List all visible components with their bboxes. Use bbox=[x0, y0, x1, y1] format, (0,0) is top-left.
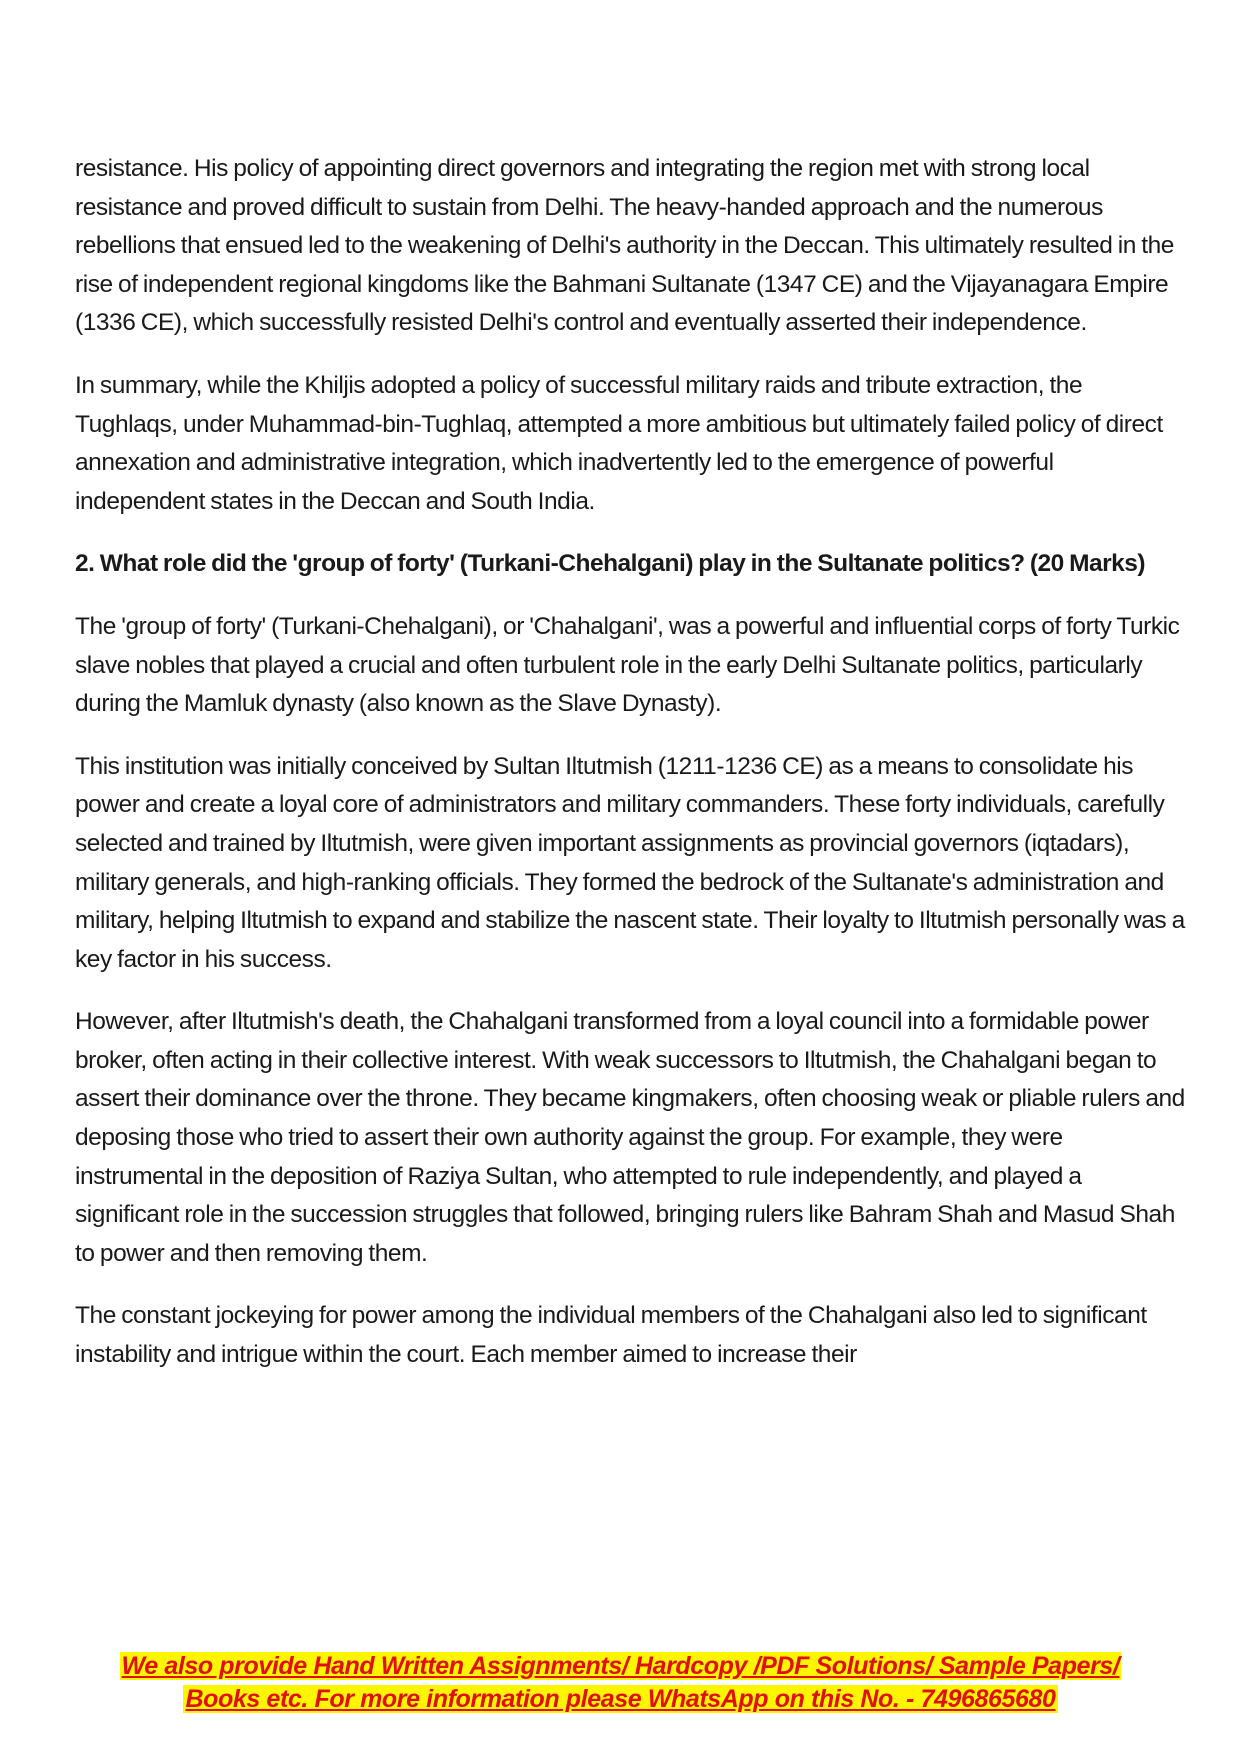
question-heading: 2. What role did the 'group of forty' (Turkani-Chehalgani) play in the Sultanate politics? (20 Marks) bbox=[75, 550, 1146, 578]
paragraph-chahalgani-intro: The 'group of forty' (Turkani-Chehalgani), or 'Chahalgani', was a powerful and influential corps of forty Turkic slave nobles that played a crucial and often turbulent role in the early Delhi Sultanate politics, particularly during the Mamluk dynasty (also known as the Slave Dynasty). bbox=[75, 612, 1180, 718]
paragraph-instability: The constant jockeying for power among the individual members of the Chahalgani also led to significant instability and intrigue within the court. Each member aimed to increase their bbox=[75, 1302, 1147, 1369]
promo-line-2: Books etc. For more information please WhatsApp on this No. - 7496865680 bbox=[185, 1685, 1056, 1713]
paragraph-deccan-resistance: resistance. His policy of appointing direct governors and integrating the region met with strong local resistance and proved difficult to sustain from Delhi. The heavy-handed approach and the numerous rebellions that ensued led to the weakening of Delhi's authority in the Deccan. This ultimately resulted in the rise of independent regional kingdoms like the Bahmani Sultanate (1347 CE) and the Vijayanagara Empire (1336 CE), which successfully resisted Delhi's control and eventually asserted their independence. bbox=[75, 155, 1174, 337]
paragraph-kingmakers: However, after Iltutmish's death, the Chahalgani transformed from a loyal council into a formidable power broker, often acting in their collective interest. With weak successors to Iltutmish, the Chahalgani began to assert their dominance over the throne. They became kingmakers, often choosing weak or pliable rulers and deposing those who tried to assert their own authority against the group. For example, they were instrumental in the deposition of Raziya Sultan, who attempted to rule independently, and played a significant role in the succession struggles that followed, bringing rulers like Bahram Shah and Masud Shah to power and then removing them. bbox=[75, 1008, 1185, 1267]
paragraph-iltutmish-institution: This institution was initially conceived by Sultan Iltutmish (1211-1236 CE) as a means to consolidate his power and create a loyal core of administrators and military commanders. These forty individuals, carefully selected and trained by Iltutmish, were given important assignments as provincial governors (iqtadars), military generals, and high-ranking officials. They formed the bedrock of the Sultanate's administration and military, helping Iltutmish to expand and stabilize the nascent state. Their loyalty to Iltutmish personally was a key factor in his success. bbox=[75, 752, 1185, 973]
paragraph-summary: In summary, while the Khiljis adopted a policy of successful military raids and tribute extraction, the Tughlaqs, under Muhammad-bin-Tughlaq, attempted a more ambitious but ultimately failed policy of direct annexation and administrative integration, which inadvertently led to the emergence of powerful independent states in the Deccan and South India. bbox=[75, 371, 1163, 515]
document-body bbox=[75, 150, 1185, 1399]
promo-line-1: We also provide Hand Written Assignments/ Hardcopy /PDF Solutions/ Sample Papers/ bbox=[121, 1652, 1120, 1680]
promo-footer bbox=[0, 1650, 1241, 1716]
